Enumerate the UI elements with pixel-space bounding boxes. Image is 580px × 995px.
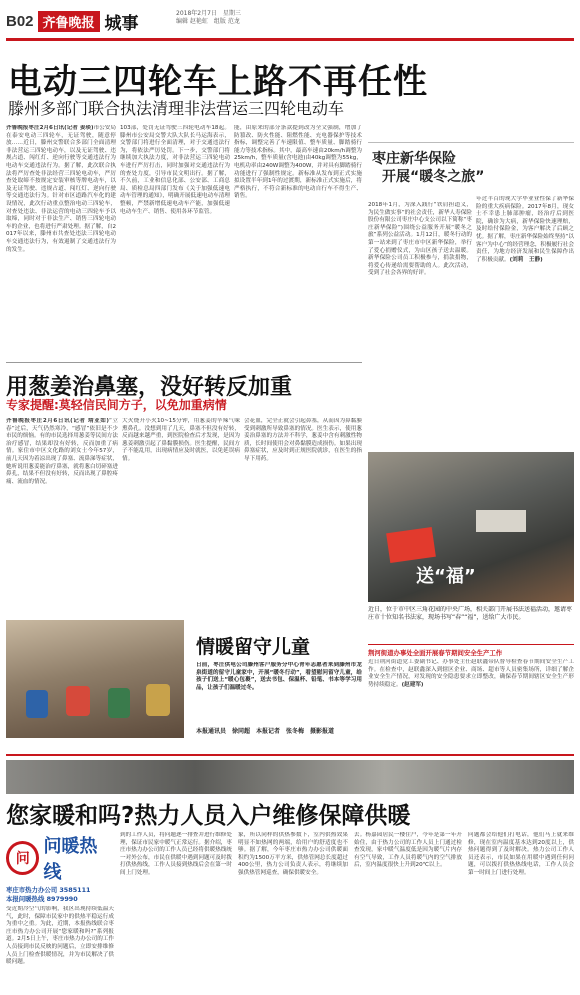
safety-body: 近日荆河街道党工委副书记、办事处主任赵联鑫带队督导检查春节期间安全生产工作。在检查中，赵联鑫深入到辖区企业、商场、超市等人员密集场所，详细了解企业安全生产情况，对发现的安全隐患要求立即整改，确保春节期间辖区安全生产形势持续稳定。 bbox=[368, 659, 574, 688]
middle-column-2: 大火烧开小火10~15分钟，用葱姜的辛辣气味熏鼻孔。没想到用了几天，鼻塞不但没有好转，反而越来越严重，到医院检查后才发现，是因为葱姜刺激引起了鼻黏膜损伤。医生提醒，民间方子不能乱用，出现病情应及时就医，以免延误病情。 bbox=[122, 418, 240, 462]
middle-column-1 bbox=[6, 418, 118, 614]
photo-caption-title: 送“福” bbox=[416, 566, 476, 587]
bottom-column-3: 象，所以同样的供热参数下，室内供热效果明显不如热网的两端，给用户的舒适度也不够。据了解，今年枣庄市热力办公司供暖面积约为1500万平方米，供热管网总长度超过400公里，热力公司负责人表示，将继续加强供热管网巡查，确保供暖安全。 bbox=[238, 832, 348, 876]
side-headline-line1: 枣庄新华保险 bbox=[372, 151, 456, 167]
middle-text-1: “立春”过后，天气仍然寒冷，“感冒”依旧是不少市民的烦恼。有的市民选择用葱姜等民间方法治疗感冒，结果却没有好转，反而加重了病情。家住市中区文化路的刘女士今年57岁，前几天因为着凉出现了鼻塞、流鼻涕等症状，她听说用葱姜能治疗鼻塞，就将葱白切碎塞进鼻孔，结果不但没有好转，反而出现了鼻腔疼痛、流血的情况。 bbox=[6, 418, 118, 485]
safety-rule bbox=[368, 644, 574, 645]
children-photo bbox=[6, 620, 184, 738]
warm-byline: 本报通讯员 徐同超 本报记者 张冬梅 摄影报道 bbox=[196, 728, 335, 735]
photo-caption: 近日，位于市中区三角花园的中央广场，相关部门开展书法送福活动，邀请枣庄市十位知名书法家，现场书写“春”“福”，送给广大市民。 bbox=[368, 606, 573, 621]
newspaper-logo: 齐鲁晚报 bbox=[38, 11, 100, 32]
bottom-photo-strip bbox=[6, 760, 574, 794]
lead-subheadline: 滕州多部门联合执法清理非法营运三四轮电动车 bbox=[8, 99, 345, 118]
warm-headline: 情暖留守儿童 bbox=[196, 636, 311, 658]
lead-column-1 bbox=[6, 125, 116, 353]
lead-byline: 齐鲁晚报枣庄2月6日讯(记者 姜琰) bbox=[6, 125, 94, 131]
bottom-rule bbox=[6, 754, 574, 756]
masthead bbox=[6, 6, 174, 36]
bottom-column-5: 问题都会给他们打电话，他们马上就来维修，现在室内温度基本达到20度以上，供热问题得到了及时解决。热力公司工作人员还表示，市民如果在用暖中遇到任何问题，可以拨打供热热线电话，工作人员会第一时间上门进行处理。 bbox=[468, 832, 574, 876]
calligraphy-photo bbox=[368, 452, 574, 602]
middle-headline: 用葱姜治鼻塞，没好转反加重 bbox=[6, 375, 293, 400]
section-name: 城事 bbox=[104, 13, 139, 34]
side-byline: (刘莉 王静) bbox=[509, 256, 543, 263]
safety-headline: 荆河街道办事处全面开展春节期间安全生产工作 bbox=[368, 649, 503, 657]
page-number: B02 bbox=[6, 12, 34, 30]
safety-byline: (赵建军) bbox=[401, 681, 424, 688]
hotline-icon: 问 bbox=[6, 841, 39, 875]
side-column-1: 2018年1月，为深入践行“铁肩担道义，为民生做实事”的社会责任，新华人寿保险股份有限公司枣庄中心支公司以下简称“枣庄新华保险”)围绕公益服务开展“暖冬之旅”系列公益活动。1月12日，暖冬行动的第一站来到了枣庄市中区新华保险，举行了爱心捐赠仪式，为山区孩子送去温暖。新华保险公司员工积极参与，捐款捐物，将爱心传递给需要帮助的人。此次活动，受到了社会各界的好评。 bbox=[368, 202, 472, 277]
lead-column-3: 能，由原来的部分条款提到改为全文强制，增加了防篡改、防火性能、阻燃性能、充电器保护等技术指标，调整完善了车速限值、整车质量、脚踏骑行能力等技术指标。其中，最高车速由20km/h调整为25km/h，整车质量(含电池)由40kg调整为55kg，电机功率由240W调整为400W，并对具有脚踏骑行功能进行了强制性规定。新标准从发布到正式实施拟设置半年到1年的过渡期，新标准正式实施后，将严格执行，不符合新标准的电动自行车不得生产、销售。 bbox=[234, 125, 362, 200]
editors: 编辑 赵艳虹 组版 范龙 bbox=[176, 18, 240, 25]
safety-text bbox=[368, 659, 574, 743]
lead-headline: 电动三四轮车上路不再任性 bbox=[8, 62, 428, 102]
side-column-2 bbox=[476, 196, 574, 448]
side-rule bbox=[368, 142, 574, 143]
middle-byline: 齐鲁晚报枣庄2月6日讯(记者 靖亚如) bbox=[6, 418, 109, 424]
newspaper-hotline: 本报问暖热线 8979990 bbox=[6, 895, 78, 903]
hotline-logo-text: 问暖热线 bbox=[43, 836, 98, 883]
side-headline bbox=[372, 150, 484, 186]
bottom-column-4: 去。杨嘉园居民一楼住户，今年是第一年开始住，由于热力公司的工作人员上门通过检查发现，家中暖气温度低是因为暖气片内存有空气导致，工作人员将暖气内的空气排放后，室内温度很快上升到20℃以上。 bbox=[354, 832, 462, 869]
middle-subheadline: 专家提醒:莫轻信民间方子，以免加重病情 bbox=[6, 398, 227, 412]
issue-date: 2018年2月7日 星期三 bbox=[176, 10, 241, 17]
side-text-2: 年过半百的现大学毕业业性保了新华保险的重大疾病保险。2017年8月，现女士不幸患上肺部肿瘤，经治疗后到医院，确诊为大病，新华保险快速理赔，及时给付保险金，为客户解决了后顾之忧。据了解，枣庄新华保险始终坚持“以客户为中心”的经营理念，积极履行社会责任，为地方经济发展和民生保障作出了积极贡献。 bbox=[476, 196, 574, 263]
bottom-column-1: 受近期冷空气的影响，我区出现持续低温天气，此时，保障市民家中的供热平稳运行成为重中之重。为此，近期，本报热线联合枣庄市热力办公司开展“您家暖和吗?”系列报道。2月5日上午，枣庄市热力办公司的工作人员接到市民反映的问题后，立即安排维修人员上门检查供暖情况，并为市民解决了供暖问题。 bbox=[6, 906, 114, 966]
bottom-headline: 您家暖和吗?热力人员入户维修保障供暖 bbox=[6, 803, 411, 829]
company-phone: 枣庄市热力办公司 3585111 bbox=[6, 886, 91, 894]
divider bbox=[6, 362, 362, 363]
hotline-contacts bbox=[6, 886, 114, 904]
middle-column-3: 会花血，完全正就会引起鼻塞，从而因为鼻黏膜受到刺激所导致鼻塞的情况。医生表示，使用葱姜治鼻塞的方法并不科学，葱姜中含有刺激性物质，长时间使用会对鼻黏膜造成损伤。如果出现鼻塞症状，应及时到正规医院就诊，在医生的指导下用药。 bbox=[244, 418, 362, 462]
header-rule bbox=[6, 38, 574, 41]
side-headline-line2: 开展“暖冬之旅” bbox=[382, 169, 485, 185]
bottom-column-2: 到的工作人员，将问题逐一排查并进行维修处理，保证市民家中暖气正常运行。据介绍，枣庄市热力办公司的工作人员已经将供暖热线统一对外公布，市民在供暖中遇到问题可及时拨打供热热线，工作人员接到热线后会在第一时间上门处理。 bbox=[120, 832, 232, 876]
lead-column-2: 103部，处罚无证驾驶三四轮电动车18起。滕州市公安局交警大队大队长马运海表示，交警部门将进行全面清理，对于交通违法行为，将依法严厉处罚。下一步，交警部门将继续加大执法力度，对非法营运三四轮电动车进行严厉打击，同时加强对交通违法行为的查处力度，引导市民文明出行。据了解，不久前，工业和信息化部、公安部、工商总局、质检总局四部门发布《关于加强低速电动车管理的通知》，明确开展低速电动车清理整顿，严禁新增低速电动车产能，加强低速电动车生产、销售、使用各环节监管。 bbox=[120, 125, 230, 215]
lead-text-1: 市公安局在泰安电动三四轮车，无证驾驶，随意停放……近日，滕州交警联合多部门全面清理非法营运三四轮电动车，以及无证驾驶、违规占道、闯红灯、逆向行驶等交通违法行为电动车交通违法行为。据了解，此次联合执法将严厉查处非法经营三四轮电动车，严厉查处取缔不按规定安装审核等牌电动车，以及无证驾驶、违规占道、闯红灯、逆向行驶等交通违法行为。针对市区道路汽车化的建设情况，此次行动重点整治电动三四轮车，对查处违法、非法运营的电动三四轮车予以取缔，同时对于非法生产、销售三四轮电动车的企业，也将进行严肃处理。据了解，自2017年以来，滕州市共查处违法三四轮电动车交通违法行为，有效遏制了交通违法行为的发生。 bbox=[6, 125, 116, 253]
hotline-logo bbox=[6, 832, 114, 884]
header-meta bbox=[176, 10, 241, 26]
warm-text: 日前，枣庄供电公司滕州客户服务分中心青年志愿者来到滕州市龙泉街道的留守儿童家中，开展“暖冬行动”，看望慰问留守儿童，给孩子们送上“暖心包裹”，送去书包、保温杯、铅笔、书本等学习用品，让孩子们温暖过冬。 bbox=[196, 662, 362, 691]
